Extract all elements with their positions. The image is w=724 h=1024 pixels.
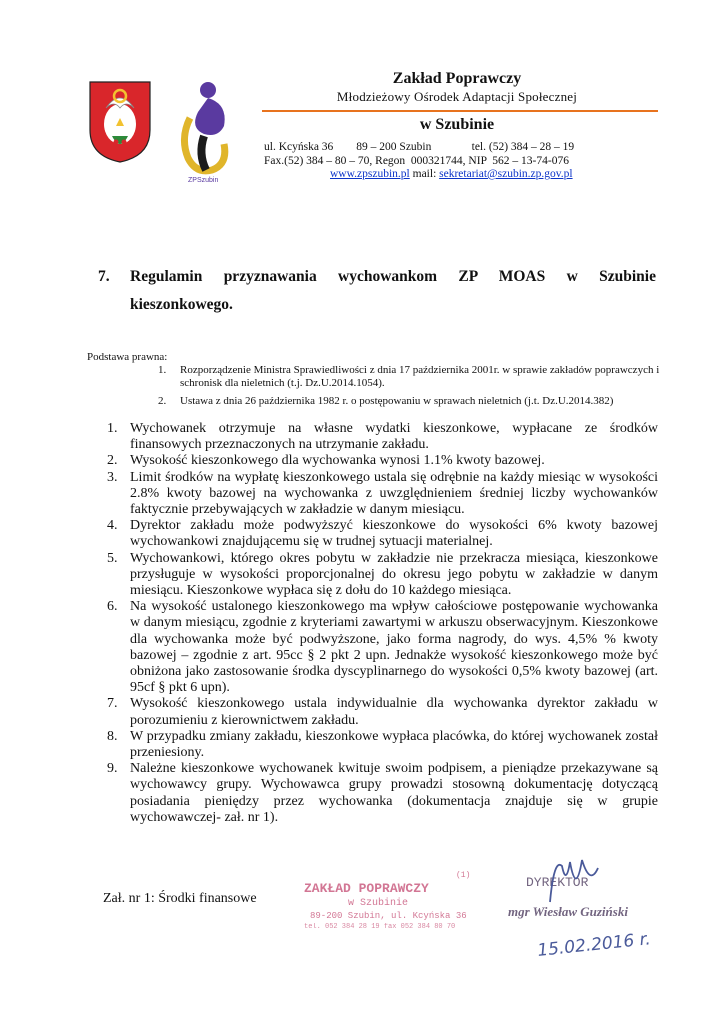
rule-item bbox=[104, 470, 658, 519]
legal-basis-number: 2. bbox=[158, 395, 167, 407]
rule-number: 6. bbox=[107, 599, 118, 615]
coat-of-arms-logo bbox=[86, 78, 154, 164]
institution-stamp bbox=[296, 868, 472, 930]
rule-text: Należne kieszonkowe wychowanek kwituje swoim podpisem, a pieniądze przekazywane są wychowawcy grupy. Wychowawca grupy prowadzi stosowną dokumentację dotyczącą posiadania pieniędzy przez wychowanka (dokumentacja znajduje się w grupie wychowawczej- zał. nr 1). bbox=[130, 761, 658, 825]
stamp-line4: tel. 052 384 28 19 fax 052 384 80 70 bbox=[304, 923, 456, 930]
rule-text: Wychowanek otrzymuje na własne wydatki kieszonkowe, wypłacane ze środków finansowych przeznaczonych na utrzymanie zakładu. bbox=[130, 421, 658, 453]
website-link[interactable]: www.zpszubin.pl bbox=[330, 168, 410, 180]
rule-item bbox=[104, 696, 658, 728]
document-title-line2: kieszonkowego. bbox=[130, 296, 233, 313]
fax-line: Fax.(52) 384 – 80 – 70, Regon 000321744, NIP 562 – 13-74-076 bbox=[264, 155, 569, 167]
rule-text: Na wysokość ustalonego kieszonkowego ma wpływ całościowe postępowanie wychowanka w danym miesiącu, zgodnie z kryteriami zawartymi w arkuszu obserwacyjnym. Kieszonkowe dla wychowanka może być podwyższone, jako forma nagrody, do wys. 4,5% % kwoty bazowej – zgodnie z art. 95cc § 2 pkt 2 upn. Jednakże wysokość kieszonkowego może być obniżona jako zastosowanie środka dyscyplinarnego do wysokości 0,5% kwoty bazowej (art. 95cf § pkt 6 upn). bbox=[130, 599, 658, 696]
svg-text:ZPSzubin: ZPSzubin bbox=[188, 177, 219, 184]
stamp-line3: 89-200 Szubin, ul. Kcyńska 36 bbox=[310, 911, 467, 921]
stamp-mark: (1) bbox=[456, 871, 471, 880]
organization-subname: Młodzieżowy Ośrodek Adaptacji Społecznej bbox=[336, 89, 578, 104]
rule-text: Wysokość kieszonkowego dla wychowanka wynosi 1.1% kwoty bazowej. bbox=[130, 453, 545, 469]
signature-role: DYREKTOR bbox=[526, 875, 589, 890]
document-title-line1: Regulamin przyznawania wychowankom ZP MOAS w Szubinie bbox=[130, 268, 656, 285]
legal-basis-label: Podstawa prawna: bbox=[87, 351, 168, 363]
rule-number: 9. bbox=[107, 761, 118, 777]
section-number: 7. bbox=[98, 268, 110, 285]
rule-number: 7. bbox=[107, 696, 118, 712]
organization-name: Zakład Poprawczy bbox=[392, 70, 522, 87]
rule-number: 1. bbox=[107, 421, 118, 436]
address-line: ul. Kcyńska 36 89 – 200 Szubin tel. (52) 384 – 28 – 19 bbox=[264, 141, 575, 153]
signature-name: mgr Wiesław Guziński bbox=[508, 904, 628, 919]
legal-basis-item: Ustawa z dnia 26 października 1982 r. o postępowaniu w sprawach nieletnich (j.t. Dz.U.2014.382) bbox=[180, 395, 614, 407]
rule-text: W przypadku zmiany zakładu, kieszonkowe wypłaca placówka, do której wychowanek został przeniesiony. bbox=[130, 728, 658, 761]
rule-item bbox=[104, 518, 658, 550]
rule-number: 4. bbox=[107, 518, 118, 534]
rule-number: 5. bbox=[107, 550, 118, 566]
rules-list bbox=[104, 421, 658, 826]
stamp-line1: ZAKŁAD POPRAWCZY bbox=[304, 881, 429, 896]
rule-number: 3. bbox=[107, 469, 118, 485]
email-link[interactable]: sekretariat@szubin.zp.gov.pl bbox=[439, 168, 573, 180]
rule-item bbox=[104, 453, 658, 469]
header-divider bbox=[262, 110, 658, 112]
rule-item bbox=[104, 729, 658, 761]
legal-basis-number: 1. bbox=[158, 364, 167, 376]
organization-city: w Szubinie bbox=[419, 116, 495, 133]
rule-item bbox=[104, 421, 658, 453]
rule-item bbox=[104, 551, 658, 600]
contact-line bbox=[330, 168, 573, 180]
rule-item bbox=[104, 761, 658, 826]
rule-number: 8. bbox=[107, 728, 118, 744]
rule-text: Limit środków na wypłatę kieszonkowego ustala się odrębnie na każdy miesiąc w wysokości 2.8% kwoty bazowej na wychowanka z uwzględnieniem średniej liczby wychowanków faktycznie przebywających w zakładzie w danym miesiącu. bbox=[130, 469, 658, 518]
director-signature bbox=[490, 856, 660, 968]
zp-emblem-logo bbox=[178, 78, 240, 186]
legal-basis-item: Rozporządzenie Ministra Sprawiedliwości z dnia 17 października 2001r. w sprawie zakładów poprawczych i schronisk dla nieletnich (t.j. Dz.U.2014.1054). bbox=[180, 364, 660, 389]
rule-number: 2. bbox=[107, 453, 118, 469]
attachment-note: Zał. nr 1: Środki finansowe bbox=[103, 891, 257, 906]
rule-text: Wychowankowi, którego okres pobytu w zakładzie nie przekracza miesiąca, kieszonkowe przysługuje w wysokości proporcjonalnej do okresu jego pobytu w zakładzie w danym miesiącu. Kieszonkowe wypłaca się z dołu do 10 każdego miesiąca. bbox=[130, 550, 658, 599]
stamp-line2: w Szubinie bbox=[348, 898, 409, 909]
rule-text: Dyrektor zakładu może podwyższyć kieszonkowe do wysokości 6% kwoty bazowej wychowankowi znajdującemu się w trudnej sytuacji materialnej. bbox=[130, 518, 658, 550]
rule-item bbox=[104, 599, 658, 696]
rule-text: Wysokość kieszonkowego ustala indywidualnie dla wychowanka dyrektor zakładu w porozumieniu z kierownictwem zakładu. bbox=[130, 696, 658, 728]
signature-date: 15.02.2016 r. bbox=[536, 929, 652, 961]
mail-label: mail: bbox=[412, 168, 437, 180]
